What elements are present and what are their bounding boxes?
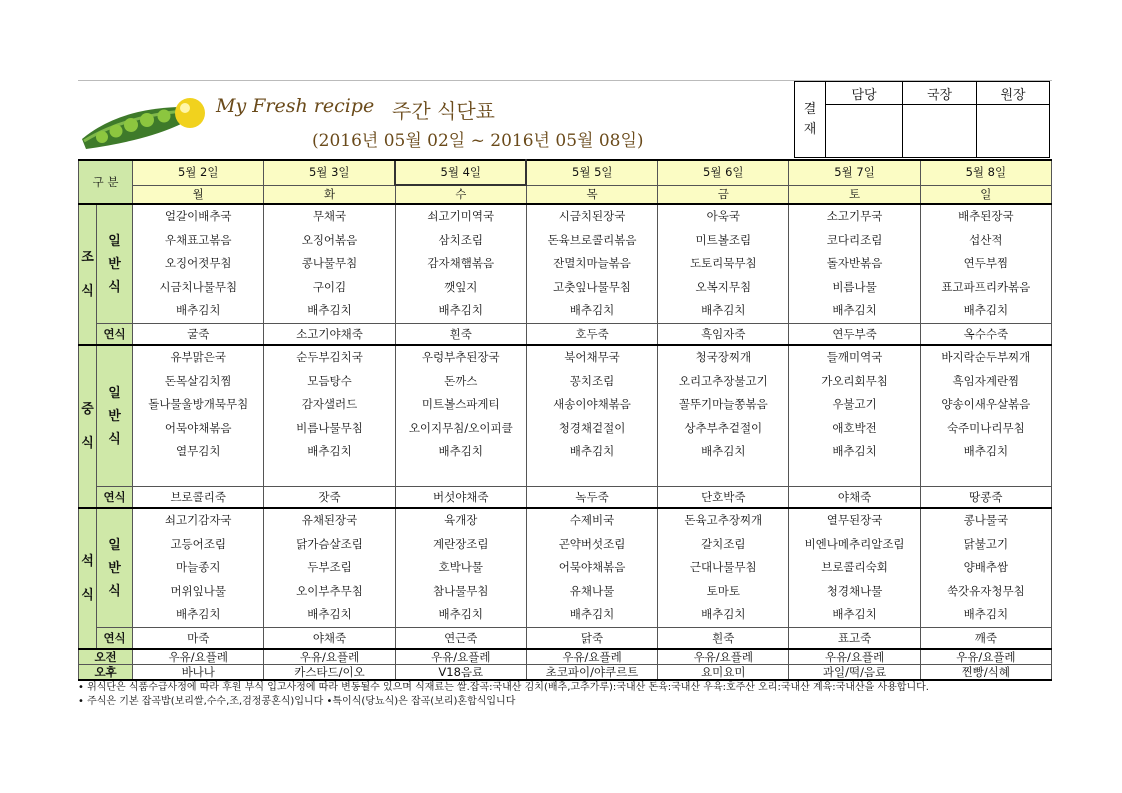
soft-diet-cell: 흑임자죽 bbox=[658, 324, 789, 346]
menu-item: 코다리조림 bbox=[826, 232, 883, 247]
snack-pm-label: 오후 bbox=[79, 665, 133, 681]
weekday-header: 화 bbox=[264, 185, 395, 204]
menu-item: 계란장조림 bbox=[432, 536, 489, 551]
menu-item: 수제비국 bbox=[569, 513, 615, 527]
menu-item: 육개장 bbox=[444, 513, 478, 527]
soft-diet-cell: 녹두죽 bbox=[526, 487, 657, 509]
menu-day-cell bbox=[920, 508, 1051, 628]
menu-item: 배추김치 bbox=[832, 607, 877, 622]
menu-item: 돈까스 bbox=[444, 373, 478, 388]
menu-day-cell bbox=[658, 345, 789, 487]
snack-pm-cell: 과일/떡/음료 bbox=[789, 665, 920, 681]
meal-type-label: 일 반 식 bbox=[97, 345, 133, 487]
menu-item: 우불고기 bbox=[832, 397, 877, 412]
menu-day-cell bbox=[526, 508, 657, 628]
soft-diet-label: 연식 bbox=[97, 628, 133, 650]
snack-pm-cell: 요미요미 bbox=[658, 665, 789, 681]
menu-item: 돈육브로콜리볶음 bbox=[547, 232, 637, 247]
menu-item: 감자채햄볶음 bbox=[427, 256, 495, 271]
menu-item: 미트볼조림 bbox=[695, 232, 752, 247]
menu-item: 깻잎지 bbox=[444, 279, 478, 294]
brand-text: My Fresh recipe bbox=[216, 95, 375, 117]
page-title: 주간 식단표 bbox=[392, 99, 495, 123]
menu-item: 닭가슴살조림 bbox=[296, 536, 363, 551]
soft-diet-cell: 굴죽 bbox=[133, 324, 264, 346]
soft-diet-cell: 흰죽 bbox=[395, 324, 526, 346]
menu-item: 미트볼스파게티 bbox=[421, 397, 500, 412]
menu-item: 토마토 bbox=[706, 583, 740, 598]
menu-item: 삼치조림 bbox=[438, 232, 483, 247]
menu-item: 양송이새우살볶음 bbox=[941, 397, 1031, 412]
meal-name-label: 중 식 bbox=[79, 345, 97, 508]
menu-item: 소고기무국 bbox=[826, 209, 883, 223]
soft-diet-label: 연식 bbox=[97, 487, 133, 509]
menu-item: 아욱국 bbox=[706, 209, 740, 223]
soft-diet-cell: 잣죽 bbox=[264, 487, 395, 509]
menu-item: 오이지무침/오이피클 bbox=[408, 420, 513, 435]
menu-item: 청경채겉절이 bbox=[558, 420, 626, 435]
menu-item: 순두부김치국 bbox=[296, 350, 363, 364]
menu-item: 구이김 bbox=[312, 279, 347, 294]
menu-item: 돌나물울방개묵무침 bbox=[148, 397, 249, 412]
snack-am-cell: 우유/요플레 bbox=[133, 649, 264, 665]
menu-item: 배추김치 bbox=[701, 303, 746, 318]
menu-item: 배추김치 bbox=[307, 607, 352, 622]
snack-pm-cell: 바나나 bbox=[133, 665, 264, 681]
menu-item: 가오리회무침 bbox=[821, 373, 888, 388]
menu-item: 곤약버섯조림 bbox=[558, 536, 626, 551]
menu-item: 마늘종지 bbox=[176, 560, 221, 575]
weekday-header: 목 bbox=[526, 185, 657, 204]
menu-item: 배추김치 bbox=[963, 303, 1009, 318]
approval-col-director: 국장 bbox=[903, 82, 977, 105]
menu-item: 고춧잎나물무침 bbox=[553, 279, 631, 294]
menu-item: 쇠고기미역국 bbox=[427, 209, 495, 223]
menu-item: 배추김치 bbox=[438, 607, 483, 622]
menu-item: 오징어젓무침 bbox=[164, 256, 232, 271]
menu-day-cell bbox=[789, 204, 920, 324]
menu-day-cell bbox=[658, 508, 789, 628]
menu-day-cell bbox=[658, 204, 789, 324]
soft-diet-label: 연식 bbox=[97, 324, 133, 346]
menu-item: 흑임자계란찜 bbox=[952, 373, 1020, 388]
snack-am-cell: 우유/요플레 bbox=[264, 649, 395, 665]
header-area bbox=[78, 80, 1052, 159]
soft-diet-cell: 브로콜리죽 bbox=[133, 487, 264, 509]
menu-item: 연두부찜 bbox=[963, 256, 1009, 271]
date-header: 5월 7일 bbox=[789, 160, 920, 185]
menu-day-cell bbox=[526, 345, 657, 487]
menu-item: 쇠고기감자국 bbox=[164, 513, 232, 527]
date-header: 5월 8일 bbox=[920, 160, 1051, 185]
soft-diet-cell: 연두부죽 bbox=[789, 324, 920, 346]
menu-item: 돈목살김치찜 bbox=[164, 373, 232, 388]
menu-day-cell bbox=[395, 508, 526, 628]
date-header-selected[interactable]: 5월 4일 bbox=[395, 160, 526, 185]
menu-item: 배추된장국 bbox=[958, 209, 1014, 223]
menu-item: 배추김치 bbox=[832, 303, 877, 318]
menu-item: 비름나물무침 bbox=[296, 420, 363, 435]
menu-day-cell bbox=[789, 345, 920, 487]
menu-item: 들깨미역국 bbox=[826, 350, 883, 364]
weekday-header: 수 bbox=[395, 185, 526, 204]
soft-diet-cell: 흰죽 bbox=[658, 628, 789, 650]
menu-day-cell bbox=[920, 345, 1051, 487]
menu-item: 무채국 bbox=[312, 209, 347, 223]
menu-item: 머위잎나물 bbox=[170, 583, 226, 598]
menu-item: 고등어조림 bbox=[170, 536, 226, 551]
menu-item: 바지락순두부찌개 bbox=[941, 350, 1031, 364]
snack-pm-cell: 찐빵/식혜 bbox=[920, 665, 1051, 681]
menu-item: 콩나물무침 bbox=[301, 256, 358, 271]
menu-item: 꼴뚜기마늘쫑볶음 bbox=[678, 397, 768, 412]
menu-item: 배추김치 bbox=[569, 303, 615, 318]
soft-diet-cell: 연근죽 bbox=[395, 628, 526, 650]
category-header: 구 분 bbox=[79, 160, 133, 204]
meal-type-label: 일 반 식 bbox=[97, 508, 133, 628]
menu-day-cell bbox=[133, 345, 264, 487]
snack-am-cell: 우유/요플레 bbox=[526, 649, 657, 665]
soft-diet-cell: 호두죽 bbox=[526, 324, 657, 346]
menu-item: 비름나물 bbox=[832, 279, 877, 294]
soft-diet-cell: 소고기야채죽 bbox=[264, 324, 395, 346]
snack-pm-cell: 초코파이/야쿠르트 bbox=[526, 665, 657, 681]
soft-diet-cell: 야채죽 bbox=[789, 487, 920, 509]
menu-day-cell bbox=[789, 508, 920, 628]
menu-item: 갈치조림 bbox=[701, 536, 746, 551]
menu-item: 유채된장국 bbox=[301, 513, 358, 527]
menu-item: 북어채무국 bbox=[564, 350, 620, 364]
menu-day-cell bbox=[395, 204, 526, 324]
snack-pm-cell: 카스타드/이오 bbox=[264, 665, 395, 681]
menu-item: 근대나물무침 bbox=[689, 560, 757, 575]
menu-item: 배추김치 bbox=[307, 303, 352, 318]
menu-sheet bbox=[78, 80, 1052, 709]
menu-item: 오리고추장불고기 bbox=[678, 373, 768, 388]
menu-item: 청경채나물 bbox=[826, 583, 883, 598]
menu-item: 돌자반볶음 bbox=[826, 256, 883, 271]
period-text: (2016년 05월 02일 ~ 2016년 05월 08일) bbox=[312, 131, 644, 151]
menu-item: 호박나물 bbox=[438, 560, 483, 575]
menu-item: 콩나물국 bbox=[963, 513, 1009, 527]
snack-am-cell: 우유/요플레 bbox=[920, 649, 1051, 665]
menu-day-cell bbox=[920, 204, 1051, 324]
menu-item: 배추김치 bbox=[963, 607, 1009, 622]
menu-item: 잔멸치마늘볶음 bbox=[553, 256, 631, 271]
menu-table bbox=[78, 159, 1052, 681]
menu-item: 닭불고기 bbox=[963, 536, 1009, 551]
menu-day-cell bbox=[264, 345, 395, 487]
soft-diet-cell: 야채죽 bbox=[264, 628, 395, 650]
menu-item: 오복지무침 bbox=[695, 279, 752, 294]
menu-item: 섭산적 bbox=[969, 232, 1003, 247]
soft-diet-cell: 닭죽 bbox=[526, 628, 657, 650]
menu-item: 유채나물 bbox=[569, 583, 615, 598]
soft-diet-cell: 버섯야채죽 bbox=[395, 487, 526, 509]
menu-item: 쑥갓유자청무침 bbox=[946, 583, 1025, 598]
menu-item: 도토리묵무침 bbox=[689, 256, 757, 271]
soft-diet-cell: 단호박죽 bbox=[658, 487, 789, 509]
approval-col-head: 원장 bbox=[977, 82, 1050, 105]
menu-item: 배추김치 bbox=[701, 607, 746, 622]
menu-item: 어묵야채볶음 bbox=[164, 420, 232, 435]
date-header: 5월 2일 bbox=[133, 160, 264, 185]
menu-item: 열무된장국 bbox=[826, 513, 883, 527]
menu-item: 비엔나메추리알조림 bbox=[804, 536, 905, 551]
menu-item: 배추김치 bbox=[176, 607, 221, 622]
menu-item: 어묵야채볶음 bbox=[558, 560, 626, 575]
menu-item: 시금치나물무침 bbox=[159, 279, 238, 294]
menu-day-cell bbox=[133, 204, 264, 324]
menu-day-cell bbox=[133, 508, 264, 628]
menu-item: 배추김치 bbox=[569, 444, 615, 459]
menu-day-cell bbox=[264, 204, 395, 324]
snack-am-cell: 우유/요플레 bbox=[395, 649, 526, 665]
meal-sections bbox=[79, 204, 1052, 649]
menu-item: 돈육고추장찌개 bbox=[684, 513, 763, 527]
date-header: 5월 6일 bbox=[658, 160, 789, 185]
menu-item: 오이부추무침 bbox=[296, 583, 363, 598]
menu-item: 배추김치 bbox=[832, 444, 877, 459]
menu-item: 배추김치 bbox=[438, 303, 483, 318]
menu-item: 모듬탕수 bbox=[307, 373, 352, 388]
menu-item: 숙주미나리무침 bbox=[946, 420, 1025, 435]
menu-item: 열무김치 bbox=[176, 444, 221, 459]
snack-am-label: 오전 bbox=[79, 649, 133, 665]
menu-item: 얼갈이배추국 bbox=[164, 209, 232, 223]
menu-item: 배추김치 bbox=[963, 444, 1009, 459]
snack-am-cell: 우유/요플레 bbox=[789, 649, 920, 665]
soft-diet-cell: 옥수수죽 bbox=[920, 324, 1051, 346]
menu-day-cell bbox=[264, 508, 395, 628]
approval-box bbox=[794, 81, 1050, 158]
menu-day-cell bbox=[395, 345, 526, 487]
approval-col-staff: 담당 bbox=[826, 82, 903, 105]
date-header: 5월 3일 bbox=[264, 160, 395, 185]
menu-item: 배추김치 bbox=[438, 444, 483, 459]
snack-am-cell: 우유/요플레 bbox=[658, 649, 789, 665]
soft-diet-cell: 표고죽 bbox=[789, 628, 920, 650]
soft-diet-cell: 마죽 bbox=[133, 628, 264, 650]
menu-item: 청국장찌개 bbox=[695, 350, 752, 364]
menu-item: 애호박전 bbox=[832, 420, 877, 435]
meal-type-label: 일 반 식 bbox=[97, 204, 133, 324]
soft-diet-cell: 땅콩죽 bbox=[920, 487, 1051, 509]
snack-pm-cell: V18음료 bbox=[395, 665, 526, 681]
menu-item: 시금치된장국 bbox=[558, 209, 626, 223]
menu-item: 양배추쌈 bbox=[963, 560, 1009, 575]
weekday-header: 토 bbox=[789, 185, 920, 204]
weekday-header: 금 bbox=[658, 185, 789, 204]
menu-item: 유부맑은국 bbox=[170, 350, 226, 364]
menu-item: 배추김치 bbox=[701, 444, 746, 459]
soft-diet-cell: 깨죽 bbox=[920, 628, 1051, 650]
footnote-2: • 주식은 기본 잡곡밥(보리쌀,수수,조,검정콩혼식)입니다 •특이식(당뇨식)은 잡곡(보리)혼합식입니다 bbox=[78, 696, 516, 707]
menu-item: 참나물무침 bbox=[432, 583, 489, 598]
menu-item: 오징어볶음 bbox=[301, 232, 358, 247]
approval-label: 결 재 bbox=[795, 82, 826, 158]
footnote-1: • 위식단은 식품수급사정에 따라 후원 부식 입고사정에 따라 변동될수 있으며 식재료는 쌀.잡곡:국내산 김치(배추,고추가루):국내산 돈육:국내산 우육:호주산 오리:국내산 계육:국내산을 사용합니다. bbox=[78, 682, 929, 693]
menu-item: 표고파프리카볶음 bbox=[941, 279, 1031, 294]
meal-name-label: 석 식 bbox=[79, 508, 97, 649]
menu-item: 꽁치조림 bbox=[569, 373, 615, 388]
menu-item: 배추김치 bbox=[307, 444, 352, 459]
menu-item: 두부조림 bbox=[307, 560, 352, 575]
weekday-header: 일 bbox=[920, 185, 1051, 204]
weekday-header: 월 bbox=[133, 185, 264, 204]
menu-item: 감자샐러드 bbox=[301, 397, 358, 412]
menu-day-cell bbox=[526, 204, 657, 324]
meal-name-label: 조 식 bbox=[79, 204, 97, 345]
menu-item: 배추김치 bbox=[569, 607, 615, 622]
menu-item: 브로콜리숙회 bbox=[821, 560, 888, 575]
menu-item: 상추부추겉절이 bbox=[684, 420, 763, 435]
date-header: 5월 5일 bbox=[526, 160, 657, 185]
menu-item: 새송이야채볶음 bbox=[553, 397, 631, 412]
menu-item: 우렁부추된장국 bbox=[421, 350, 500, 364]
menu-item: 배추김치 bbox=[176, 303, 221, 318]
menu-item: 우채표고볶음 bbox=[164, 232, 232, 247]
